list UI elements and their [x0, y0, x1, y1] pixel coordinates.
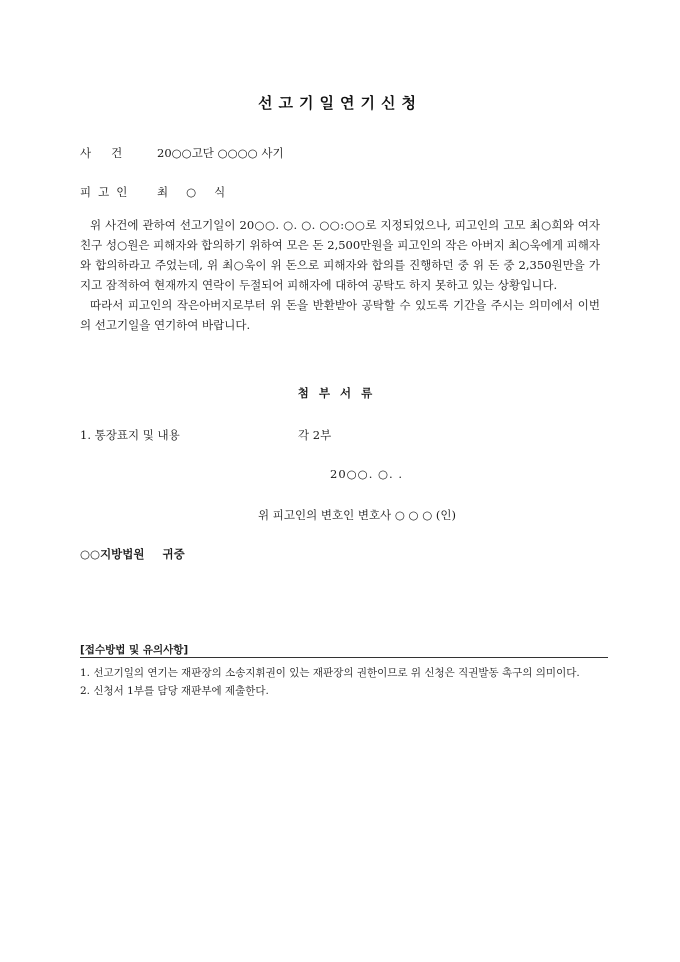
body-paragraph-2: 따라서 피고인의 작은아버지로부터 위 돈을 반환받아 공탁할 수 있도록 기간을 주시는 의미에서 이번의 선고기일을 연기하여 바랍니다. — [80, 298, 600, 332]
notes-list — [80, 664, 605, 700]
case-value: 20○○고단 ○○○○ 사기 — [157, 146, 284, 160]
body-text — [80, 215, 600, 335]
defendant-label: 피고인 — [80, 185, 135, 199]
defendant-name: 최○식 — [157, 185, 244, 199]
court-name: ○○지방법원 — [80, 547, 145, 561]
body-paragraph-1: 위 사건에 관하여 선고기일이 20○○. ○. ○. ○○:○○로 지정되었으나, 피고인의 고모 최○희와 여자친구 성○원은 피해자와 합의하기 위하여 모은 돈 2,500만원을 피고인의 작은 아버지 최○욱에게 피해자와 합의하라고 주었는데, 위 최○욱이 위 돈으로 피해자와 합의를 진행하던 중 위 돈 중 2,350원만을 가지고 잠적하여 현재까지 연락이 두절되어 피해자에 대하여 공탁도 하지 못하고 있는 상황입니다. — [80, 218, 600, 292]
notes-heading: [접수방법 및 유의사항] — [80, 644, 189, 656]
signer-line: 위 피고인의 변호인 변호사 ○ ○ ○ (인) — [258, 508, 456, 522]
attachments-heading: 첨부서류 — [297, 386, 383, 400]
attachment-item-count: 각 2부 — [298, 428, 332, 442]
court-addressee — [80, 546, 185, 562]
filing-date: 20○○. ○. . — [330, 467, 404, 481]
case-row — [80, 145, 284, 161]
document-title: 선고기일연기신청 — [258, 94, 422, 112]
note-item-2: 2. 신청서 1부를 담당 재판부에 제출한다. — [80, 685, 269, 697]
notes-divider — [80, 657, 608, 658]
note-item-1: 1. 선고기일의 연기는 재판장의 소송지휘권이 있는 재판장의 권한이므로 위 신청은 직권발동 촉구의 의미이다. — [80, 667, 580, 679]
court-suffix: 귀중 — [162, 547, 185, 561]
attachment-item-label: 1. 통장표지 및 내용 — [80, 428, 180, 442]
defendant-row — [80, 184, 244, 200]
case-label: 사건 — [80, 146, 143, 160]
